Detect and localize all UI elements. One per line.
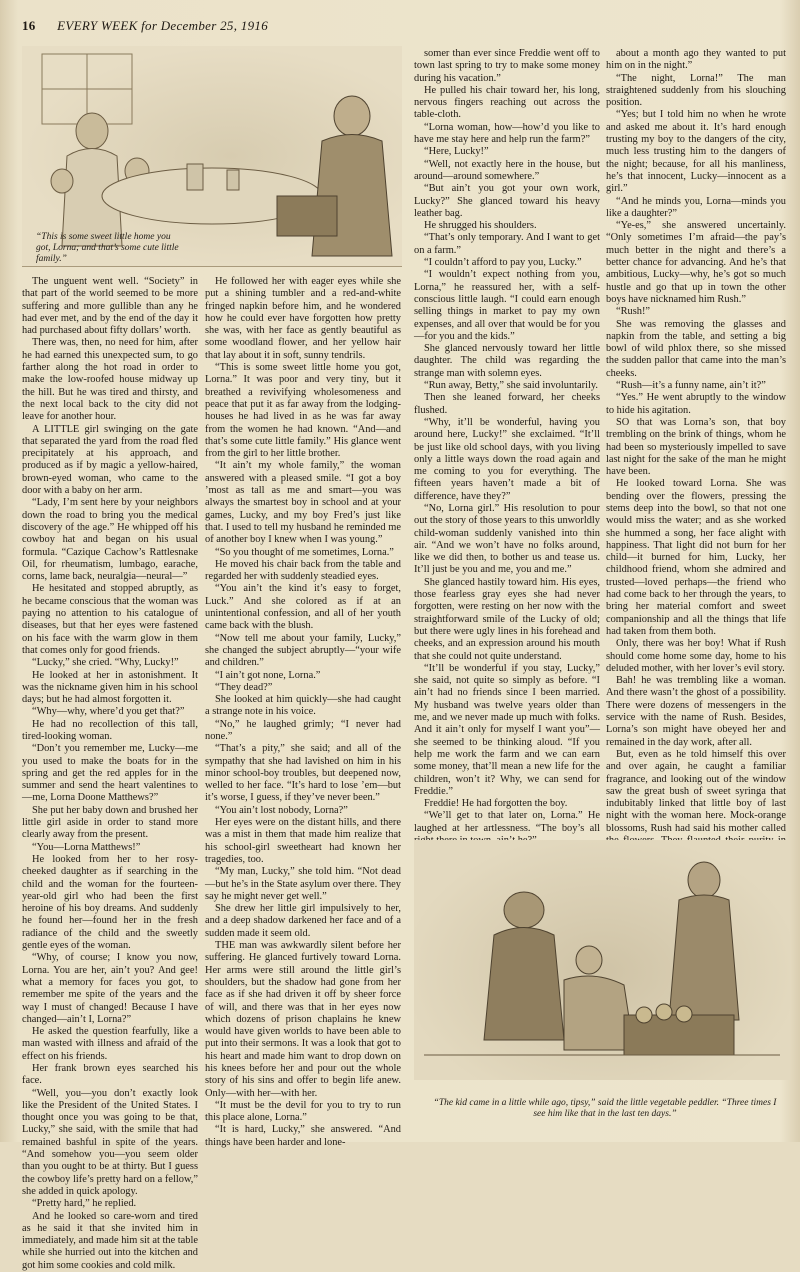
paragraph: He asked the question fearfully, like a man wasted with illness and afraid of the effect on his friends.	[22, 1026, 198, 1062]
paragraph: “We’ll get to that later on, Lorna.” He laughed at her artlessness. “The boy’s all	[414, 810, 600, 834]
paragraph: “Why, it’ll be wonderful, having you around here, Lucky!” she exclaimed. “It’ll be just like old school days, with you living only a little ways down the road again and me coming to you for everything. The fifteen years haven’t made a bit of difference, have they?”	[414, 416, 600, 502]
paragraph: He pulled his chair toward her, his long, nervous fingers reaching out across the table-cloth.	[414, 84, 600, 121]
paragraph: Only, there was her boy! What if Rush should come home some day, home to his deluded mother, with her lover’s evil story.	[606, 638, 786, 674]
paragraph: “But ain’t you got your own work, Lucky?” She glanced toward his heavy leather bag.	[414, 183, 600, 219]
paragraph: somer than ever since Freddie went off to town last spring to try to make some money during his vacation.”	[414, 48, 600, 84]
paragraph: Freddie! He had forgotten the boy.	[424, 798, 568, 810]
running-header	[22, 18, 778, 40]
text-column-3	[414, 48, 600, 834]
paragraph: Then she leaned forward, her cheeks flushed.	[414, 392, 600, 416]
paragraph: “Pretty hard,” he replied.	[32, 1198, 137, 1210]
paragraph: She glanced hastily toward him. His eyes, those fearless gray eyes she had never forgotten, were resting on her now with the straightforward smile of the Lucky of old; but there were ugly lines in his forehead and cheeks, and an expression around his mouth that she could not quite understand.	[414, 576, 600, 662]
paragraph: He shrugged his shoulders.	[424, 220, 537, 232]
text-column-1	[22, 276, 198, 1271]
paragraph: “They dead?”	[215, 681, 273, 693]
paragraph: The unguent went well. “Society” in that part of the world seemed to be more suffering and more gullible than any he had ever met, and by the end of the day it had purchased about fifty dollars’ worth.	[22, 276, 198, 337]
paragraph: “You ain’t lost nobody, Lorna?”	[215, 804, 348, 816]
paragraph: “This is some sweet little home you got, Lorna.” It was poor and very tiny, but it breathed a revivifying wholesomeness and peace that put it as far away from the lodging-houses he had lived in as he was far away from the women he had known. “And—and that’s some cute little family.” His glance went from the girl to her little brother.	[205, 362, 401, 460]
paragraph: Bah! he was trembling like a woman. And there wasn’t the ghost of a possibility. There were dozens of messengers in the service with the name of Rush. Besides, Lorna’s son might have obeyed her and remained in the day work, after all.	[606, 675, 786, 748]
paragraph: “Yes.” He went abruptly to the window to hide his agitation.	[606, 392, 786, 416]
paragraph: There was, then, no need for him, after he had earned this unexpected sum, to go farther along the hot road in order to make the low-roofed house midway up the hill. But he was tired and thirsty, and the next local back to the city did not leave for another hour.	[22, 337, 198, 423]
paragraph: “Well, you—you don’t exactly look like the President of the United States. I thought once you was going to be that, Lucky,” she said, with the smile that had remained bashful in spite of the years. “And somehow you—you seem older than you ought to be at thirty. But I guess the cowboy life’s pretty hard on a fellow,” she added in quick apology.	[22, 1087, 198, 1197]
page-number: 16	[22, 18, 36, 33]
paragraph: “That’s a pity,” she said; and all of the sympathy that she had lavished on him in his minor school-boy troubles, but deepened now, welled to her face. “It’s hard to lose ’em—but it’s worse, I guess, if they’ve never been.”	[205, 743, 401, 804]
paragraph: “The night, Lorna!” The man straightened suddenly from his slouching position.	[606, 72, 786, 109]
paragraph: “Here, Lucky!”	[424, 146, 489, 158]
paragraph: “Why—why, where’d you get that?”	[32, 706, 185, 718]
illustration-street-scene	[414, 840, 790, 1080]
paragraph: She drew her little girl impulsively to her, and a deep shadow darkened her face and of a sudden made it seem old.	[205, 903, 401, 939]
paragraph: He looked toward Lorna. She was bending over the flowers, pressing the stems deep into the bowl, so that not one would miss the water; and as she worked she hummed a song, her face alight with happiness. That light did not burn for her child—it burned for him, Lucky, her childhood friend, whom she admired and trusted—loved perhaps—the friend who had come back to her through the years, to bring her material comfort and sweet companionship and all the things that life had taken from them both.	[606, 478, 786, 637]
paragraph: “Why, of course; I know you now, Lorna. You are her, ain’t you? And gee! what a memory for faces you got, to remember me spite of the years and the way I must of changed! Because I have changed—ain’t I, Lorna?”	[22, 952, 198, 1025]
paragraph: “Lady, I’m sent here by your neighbors down the road to bring you the medical discovery of the age.” He whipped off his cowboy hat and began on his usual formula. “Cazique Cachow’s Rattlesnake Oil, for rheumatism, lumbago, earache, corns, lame back, neuralgia—neural—”	[22, 497, 198, 583]
paragraph: “My man, Lucky,” she told him. “Not dead—but he’s in the State asylum over there. They say he might never get well.”	[205, 866, 401, 902]
paragraph: He followed her with eager eyes while she put a shining tumbler and a red-and-white fringed napkin before him, and he wondered how he could ever have forgotten how pretty she was, with her face as gently beautiful as some woodland flower, and her yellow hair that lay about it in soft, sunny tendrils.	[205, 276, 401, 361]
paragraph: “I wouldn’t expect nothing from you, Lorna,” he reassured her, with a self-conscious little laugh. “I could earn enough selling things in market to pay my own expenses, and all over that would be for you—for you and the kids.”	[414, 269, 600, 342]
paragraph: “Run away, Betty,” she said involuntarily.	[424, 380, 599, 392]
paragraph: And he looked so care-worn and tired as he said it that she invited him in immediately, and made him sit at the table while she hurried out into the kitchen and got him some cookies and cold milk.	[22, 1210, 198, 1271]
paragraph: “It ain’t my whole family,” the woman answered with a pleased smile. “I got a boy ’most as tall as me and smart—you was always the smartest boy in school and at your games, Lucky, and my boy Fred’s just like that. I used to tell my husband he reminded me of another boy I knew when I was young.”	[205, 460, 401, 546]
paragraph: She was removing the glasses and napkin from the table, and setting a big bowl of wild phlox there, so she missed the sudden pallor that came into the man’s cheeks.	[606, 318, 786, 379]
paragraph: THE man was awkwardly silent before her suffering. He glanced furtively toward Lorna. Her arms were still around the little girl’s shoulders, but the shadow had gone from her face as if she had driven it off by sheer force of will, and there was that in her eyes now which dozens of prison chaplains he knew would have given worlds to have been able to put into their sermons. It was a look that got to his heart and made him want to drop down on his knees before her and pour out the whole story of his sins and offer to begin life anew. Only—with her—with her.	[205, 940, 401, 1099]
paragraph: Her frank brown eyes searched his face.	[22, 1063, 198, 1087]
paragraph: SO that was Lorna’s son, that boy trembling on the brink of things, whom he had been so mysteriously impelled to save last night for the sake of the man he might have been.	[606, 416, 786, 478]
paragraph: A LITTLE girl swinging on the gate that separated the yard from the road fled precipitately at his approach, and produced as if by magic a yellow-haired, brown-eyed woman, who came to the door with a baby on her arm.	[22, 423, 198, 497]
paragraph: “Lucky,” she cried. “Why, Lucky!”	[32, 657, 179, 669]
paragraph: “Well, not exactly here in the house, but around—around somewhere.”	[414, 158, 600, 182]
paragraph: He moved his chair back from the table and regarded her with suddenly steadied eyes.	[205, 558, 401, 583]
paragraph: Her eyes were on the distant hills, and there was a mist in them that made him realize that his school-girl sweetheart had known her tragedies, too.	[205, 817, 401, 865]
paragraph: “Ye-es,” she answered uncertainly. “Only sometimes I’m afraid—the pay’s much better in the night and there’s a better chance for advancing. And he’s that ambitious, Lucky—why, he’s got so much hustle and go that up in town the other boys have nicknamed him Rush.”	[606, 220, 786, 305]
paragraph: She glanced nervously toward her little daughter. The child was regarding the strange man with solemn eyes.	[414, 343, 600, 379]
paragraph: “Rush—it’s a funny name, ain’t it?”	[616, 380, 766, 392]
paragraph: He hesitated and stopped abruptly, as he became conscious that the woman was paying no attention to his catalogue of diseases, but that her eyes were fastened on his face with the warm glow in them that comes only for good friends.	[22, 583, 198, 656]
paragraph: He had no recollection of this tall, tired-looking woman.	[22, 718, 198, 742]
paragraph: “It must be the devil for you to try to run this place alone, Lorna.”	[205, 1099, 401, 1124]
paragraph: “That’s only temporary. And I want to get on a farm.”	[414, 232, 600, 256]
paragraph: “You—Lorna Matthews!”	[32, 841, 141, 853]
paragraph: She put her baby down and brushed her little girl aside in order to stand more clearly away from the present.	[22, 804, 198, 841]
paragraph: “Rush!”	[616, 306, 651, 318]
running-title: EVERY WEEK for December 25, 1916	[57, 18, 268, 33]
paragraph: “So you thought of me sometimes, Lorna.”	[215, 546, 394, 558]
paragraph: “Yes; but I told him no when he wrote and asked me about it. It’s hard enough trusting my boy to the dangers of the city, much less trusting him to the dangers of the night; because, for all his manliness, he’s that innocent, Lucky—innocent as a girl.”	[606, 109, 786, 195]
paragraph: “I ain’t got none, Lorna.”	[215, 669, 321, 681]
paragraph: “Lorna woman, how—how’d you like to have me stay here and help run the farm?”	[414, 121, 600, 146]
paragraph: “And he minds you, Lorna—minds you like a daughter?”	[606, 195, 786, 219]
bottom-illustration-caption: “The kid came in a little while ago, tipsy,” said the little vegetable peddler. “Three times I see him like that in the last ten days.”	[433, 1098, 777, 1119]
paragraph: about a month ago they wanted to put him on in the night.”	[606, 48, 786, 72]
paragraph: “Don’t you remember me, Lucky—me you used to make the boats for in the spring and get the red apples for in the summer and send the heart valentines to—me, Lorna Doone Matthews?”	[22, 743, 198, 804]
paragraph: “Now tell me about your family, Lucky,” she changed the subject abruptly—“your wife and children.”	[205, 632, 401, 669]
paragraph: “I couldn’t afford to pay you, Lucky.”	[424, 257, 582, 269]
text-column-2	[205, 276, 401, 1148]
paragraph: She looked at him quickly—she had caught a strange note in his voice.	[205, 694, 401, 718]
paragraph: “No,” he laughed grimly; “I never had none.”	[205, 718, 401, 742]
paragraph: But, even as he told himself this over and over again, he caught a familiar fragrance, and looking out of the window saw the great bush of sweet syringa that indubitably linked that little boy of last night with the woman here. Mock-orange blossoms, Rush had said his mother called	[606, 748, 786, 834]
paragraph: “It’ll be wonderful if you stay, Lucky,” she said, not quite so simply as before. “I ain’t had no friends since I been married. My husband was twelve years older than me, and we never made up much with folks. And it ain’t only for myself I want you”—she seemed to be thinking aloud. “If you help me work the farm and we can earn some money, that’ll mean a new life for the children, won’t it? Why, we can send for Freddie.”	[414, 662, 600, 797]
top-illustration-caption: “This is some sweet little home you got, Lorna; and that’s some cute little family.”	[36, 232, 179, 264]
paragraph: He looked from her to her rosy-cheeked daughter as if searching in the child and the woman for the fourteen-year-old girl who had been the first heroine of his boy dreams. And suddenly he found her—found her in the fresh radiance of the child and the sweetly gentle eyes of the woman.	[22, 853, 198, 952]
paragraph: “It is hard, Lucky,” she answered. “And things have been harder and lone-	[205, 1124, 401, 1148]
paragraph: “You ain’t the kind it’s easy to forget, Luck.” And she colored as if at an unintentional confession, and all of her youth came back with the blush.	[205, 583, 401, 632]
text-column-4	[606, 48, 786, 868]
paragraph: He looked at her in astonishment. It was the nickname given him in his school days; but he had almost forgotten it.	[22, 669, 198, 706]
street-scene-sketch	[414, 840, 790, 1080]
paragraph: “No, Lorna girl.” His resolution to pour out the story of those years to this unworldly child-woman suddenly vanished into thin air. “And we won’t have no folks around, like we did then, to bother us and tease us. It’ll just be you and me, you and me.”	[414, 502, 600, 576]
